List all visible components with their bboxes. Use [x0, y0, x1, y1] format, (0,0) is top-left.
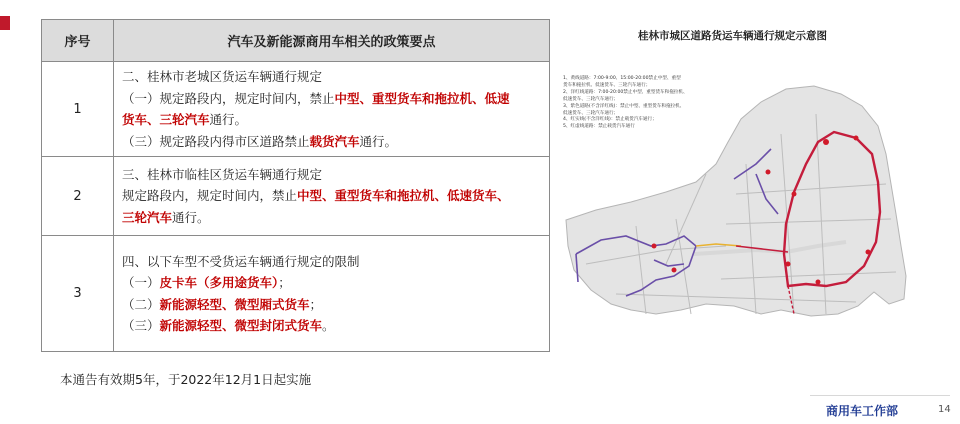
policy-text: 。 — [322, 318, 335, 333]
table-row — [42, 157, 550, 236]
policy-text: 二、桂林市老城区货运车辆通行规定 — [122, 69, 323, 84]
header-policy: 汽车及新能源商用车相关的政策要点 — [114, 20, 550, 62]
highlighted-text: 新能源轻型、微型封闭式货车 — [159, 318, 323, 333]
row-number: 3 — [42, 236, 114, 352]
highlighted-text: 中型、重型货车和拖拉机、低速货车、 — [297, 188, 510, 204]
map-graphic — [556, 14, 909, 342]
policy-text: 通行。 — [172, 209, 210, 225]
policy-text: （二） — [122, 296, 160, 312]
policy-line — [122, 251, 541, 273]
map-legend — [563, 76, 723, 131]
policy-text: 通行。 — [209, 112, 248, 127]
policy-text: （三）规定路段内得市区道路禁止 — [122, 133, 310, 149]
footer-divider — [810, 395, 950, 396]
policy-line — [122, 66, 541, 88]
policy-text: ； — [278, 275, 291, 290]
highlighted-text: 三轮汽车 — [122, 209, 173, 225]
policy-line — [122, 272, 541, 294]
table-body — [42, 62, 550, 352]
highlighted-text: 中型、重型货车和拖拉机、低速 — [334, 90, 510, 106]
policy-cell — [114, 157, 550, 236]
legend-line: 5、红虚线道路：禁止载货汽车通行 — [563, 124, 635, 130]
validity-note: 本通告有效期5年，于2022年12月1日起实施 — [60, 372, 312, 387]
policy-table — [41, 19, 550, 352]
policy-text: 三、桂林市临桂区货运车辆通行规定 — [122, 166, 323, 182]
highlighted-text: 货车、三轮汽车 — [122, 112, 210, 127]
policy-line — [122, 131, 541, 153]
highlighted-text: 载货汽车 — [309, 133, 360, 149]
page-number: 14 — [938, 404, 951, 415]
policy-text: （一）规定路段内，规定时间内，禁止 — [122, 90, 335, 106]
highlighted-text: 新能源轻型、微型厢式货车 — [159, 296, 310, 312]
policy-text: 规定路段内，规定时间内，禁止 — [122, 188, 298, 204]
policy-text: 通行。 — [359, 133, 398, 149]
highlighted-text: 皮卡车（多用途货车） — [159, 275, 279, 290]
table-header-row — [42, 20, 550, 62]
policy-cell — [114, 62, 550, 157]
policy-text: （一） — [122, 275, 160, 290]
legend-line: 低速货车、三轮汽车通行； — [563, 96, 619, 102]
policy-line — [122, 207, 541, 229]
legend-line: 1、黄线道路：7:00-9:00、15:00-20:00禁止中型、重型 — [563, 76, 681, 81]
policy-line — [122, 109, 541, 131]
policy-line — [122, 315, 541, 337]
policy-line — [122, 164, 541, 186]
footer-department: 商用车工作部 — [826, 404, 899, 418]
legend-line: 3、紫色道路(不含洋红线)：禁止中型、重型货车和拖拉机、 — [563, 103, 685, 109]
traffic-map — [556, 14, 909, 342]
policy-cell — [114, 236, 550, 352]
policy-line — [122, 88, 541, 110]
legend-line: 2、洋红线道路：7:00-20:00禁止中型、重型货车和拖拉机、 — [563, 89, 688, 95]
policy-text: （三） — [122, 318, 160, 333]
policy-line — [122, 294, 541, 316]
policy-text: ； — [309, 296, 323, 312]
legend-line: 4、红实线(不含洋红线)：禁止载货汽车通行； — [563, 117, 657, 123]
row-number: 1 — [42, 62, 114, 157]
header-num: 序号 — [42, 20, 114, 62]
legend-line: 货车和拖拉机、低速货车、三轮汽车通行； — [563, 82, 651, 88]
legend-line: 低速货车、三轮汽车通行； — [563, 110, 619, 116]
map-title: 桂林市城区道路货运车辆通行规定示意图 — [638, 30, 827, 42]
policy-line — [122, 185, 541, 207]
table-row — [42, 236, 550, 352]
policy-text: 四、以下车型不受货运车辆通行规定的限制 — [122, 253, 360, 269]
slide-corner-mark — [0, 16, 10, 30]
table-row — [42, 62, 550, 157]
row-number: 2 — [42, 157, 114, 236]
